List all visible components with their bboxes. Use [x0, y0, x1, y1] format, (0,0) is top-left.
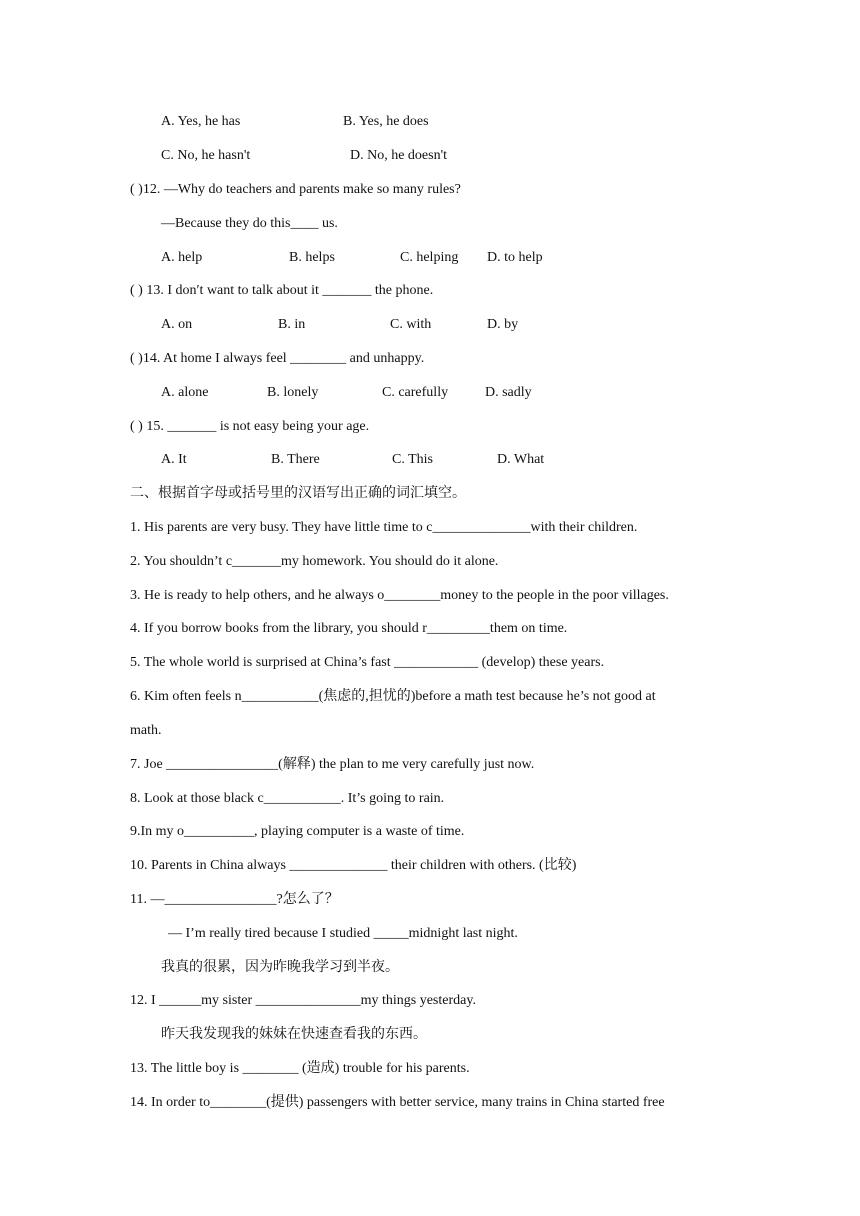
fill-item-13: 13. The little boy is ________ (造成) trouble for his parents. — [130, 1061, 470, 1076]
q15-option-c: C. This — [392, 452, 433, 467]
fill-item-8: 8. Look at those black c___________. It’s going to rain. — [130, 791, 445, 806]
q14-question: ( )14. At home I always feel ________ and unhappy. — [130, 351, 425, 366]
q12-question: ( )12. —Why do teachers and parents make so many rules? — [130, 182, 461, 197]
q13-option-a: A. on — [161, 317, 193, 332]
fill-item-14: 14. In order to________(提供) passengers with better service, many trains in China started free — [130, 1095, 665, 1110]
q15-option-d: D. What — [497, 452, 545, 467]
q12-option-c: C. helping — [400, 250, 459, 265]
q14-option-d: D. sadly — [485, 385, 532, 400]
fill-item-9: 9.In my o__________, playing computer is a waste of time. — [130, 824, 465, 839]
fill-item-11: 11. —________________?怎么了？ — [130, 892, 339, 907]
fill-item-3: 3. He is ready to help others, and he always o________money to the people in the poor villages. — [130, 588, 669, 603]
fill-item-6-cont: math. — [130, 723, 162, 738]
fill-item-7: 7. Joe ________________(解释) the plan to me very carefully just now. — [130, 757, 535, 772]
fill-item-2: 2. You shouldn’t c_______my homework. You should do it alone. — [130, 554, 499, 569]
fill-item-11-translation: 我真的很累，因为昨晚我学习到半夜。 — [161, 960, 399, 975]
fill-item-10: 10. Parents in China always ______________ their children with others. (比较) — [130, 858, 577, 873]
q15-option-a: A. It — [161, 452, 187, 467]
q13-question: ( ) 13. I don′t want to talk about it _______ the phone. — [130, 283, 434, 298]
q13-option-c: C. with — [390, 317, 432, 332]
section2-heading: 二、根据首字母或括号里的汉语写出正确的词汇填空。 — [130, 486, 466, 501]
q12-answer: —Because they do this____ us. — [161, 216, 338, 231]
q11-option-a: A. Yes, he has — [161, 114, 241, 129]
q14-option-c: C. carefully — [382, 385, 449, 400]
fill-item-11-reply: — I’m really tired because I studied _____midnight last night. — [168, 926, 518, 941]
fill-item-12: 12. I ______my sister _______________my things yesterday. — [130, 993, 476, 1008]
q12-option-a: A. help — [161, 250, 203, 265]
fill-item-5: 5. The whole world is surprised at China’s fast ____________ (develop) these years. — [130, 655, 605, 670]
q13-option-d: D. by — [487, 317, 519, 332]
fill-item-12-translation: 昨天我发现我的妹妹在快速查看我的东西。 — [161, 1027, 427, 1042]
q15-option-b: B. There — [271, 452, 320, 467]
q15-question: ( ) 15. _______ is not easy being your age. — [130, 419, 370, 434]
fill-item-1: 1. His parents are very busy. They have little time to c______________with their children. — [130, 520, 638, 535]
fill-item-6: 6. Kim often feels n___________(焦虑的,担忧的)before a math test because he’s not good at — [130, 689, 656, 704]
q12-option-b: B. helps — [289, 250, 335, 265]
q11-option-d: D. No, he doesn't — [350, 148, 448, 163]
q14-option-a: A. alone — [161, 385, 209, 400]
q13-option-b: B. in — [278, 317, 306, 332]
q11-option-b: B. Yes, he does — [343, 114, 429, 129]
fill-item-4: 4. If you borrow books from the library, you should r_________them on time. — [130, 621, 568, 636]
q11-option-c: C. No, he hasn't — [161, 148, 251, 163]
q12-option-d: D. to help — [487, 250, 543, 265]
q14-option-b: B. lonely — [267, 385, 319, 400]
